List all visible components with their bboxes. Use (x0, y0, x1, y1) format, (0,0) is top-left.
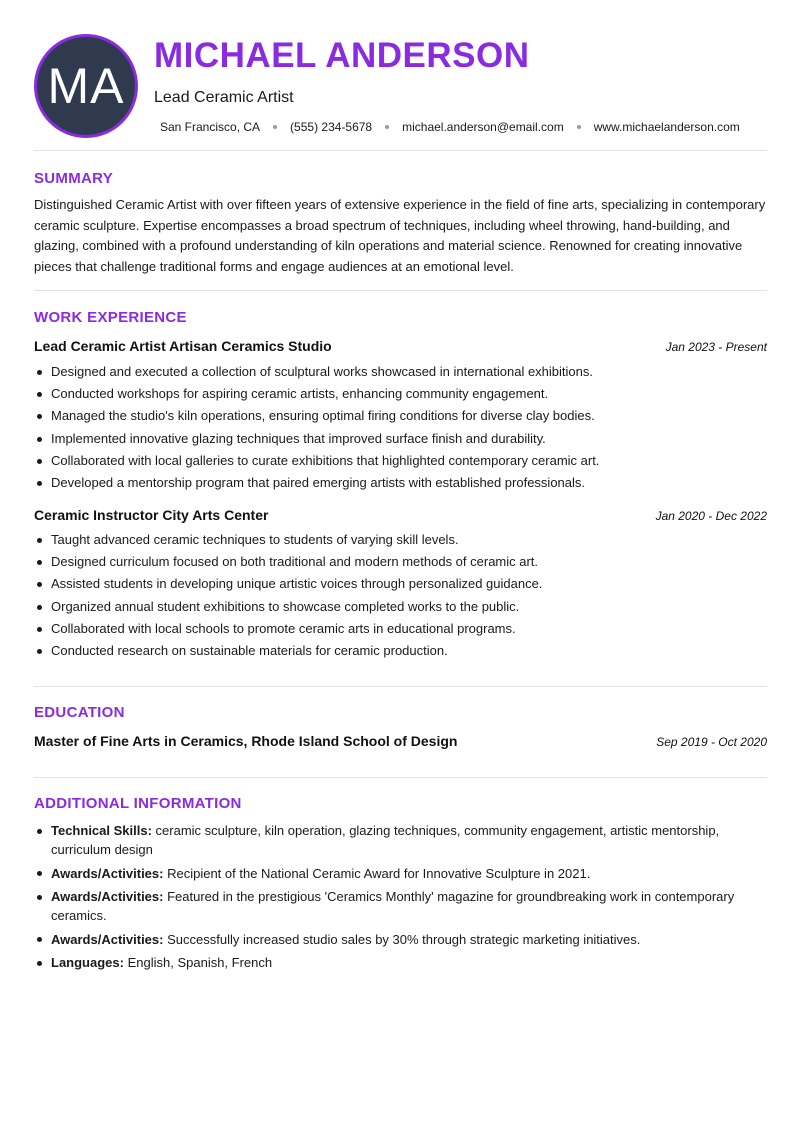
job-date: Jan 2023 - Present (665, 340, 767, 354)
section-divider (34, 290, 767, 291)
list-item: Designed curriculum focused on both traditional and modern methods of ceramic art. (34, 551, 767, 573)
list-item: Taught advanced ceramic techniques to students of varying skill levels. (34, 529, 767, 551)
item-text: Successfully increased studio sales by 30% through strategic marketing initiatives. (167, 931, 641, 947)
separator-dot-icon (385, 125, 389, 129)
item-text: ceramic sculpture, kiln operation, glazing techniques, community engagement, artistic mentorship, curriculum design (51, 823, 720, 857)
section-divider (34, 150, 767, 151)
education-heading: EDUCATION (34, 704, 125, 721)
contact-phone: (555) 234-5678 (290, 120, 373, 134)
list-item (34, 930, 767, 949)
job-header (34, 338, 767, 354)
job-bullets (34, 361, 767, 494)
list-item: Implemented innovative glazing techniques that improved surface finish and durability. (34, 428, 767, 450)
list-item (34, 887, 767, 925)
item-text: Recipient of the National Ceramic Award for Innovative Sculpture in 2021. (167, 865, 591, 881)
candidate-title: Lead Ceramic Artist (154, 89, 294, 106)
contact-location: San Francisco, CA (160, 120, 261, 134)
list-item (34, 821, 767, 859)
job-header (34, 507, 767, 523)
candidate-name: MICHAEL ANDERSON (154, 36, 530, 75)
section-divider (34, 686, 767, 687)
item-label: Languages: (51, 955, 124, 970)
section-divider (34, 777, 767, 778)
list-item: Assisted students in developing unique artistic voices through personalized guidance. (34, 573, 767, 595)
degree-title: Master of Fine Arts in Ceramics, Rhode Island School of Design (34, 733, 458, 749)
contact-bar (160, 120, 740, 134)
list-item (34, 953, 767, 972)
job-title: Ceramic Instructor City Arts Center (34, 507, 269, 523)
job-title: Lead Ceramic Artist Artisan Ceramics Studio (34, 338, 332, 354)
list-item: Conducted workshops for aspiring ceramic artists, enhancing community engagement. (34, 383, 767, 405)
experience-heading: WORK EXPERIENCE (34, 309, 187, 326)
summary-heading: SUMMARY (34, 170, 114, 187)
list-item: Collaborated with local schools to promote ceramic arts in educational programs. (34, 618, 767, 640)
additional-heading: ADDITIONAL INFORMATION (34, 795, 242, 812)
avatar-initials: MA (34, 34, 138, 138)
item-label: Awards/Activities: (51, 931, 164, 947)
list-item: Managed the studio's kiln operations, ensuring optimal firing conditions for diverse clay bodies. (34, 405, 767, 427)
job-date: Jan 2020 - Dec 2022 (655, 509, 767, 523)
job-bullets (34, 529, 767, 662)
item-label: Awards/Activities: (51, 865, 164, 881)
item-text: Featured in the prestigious 'Ceramics Monthly' magazine for groundbreaking work in contemporary ceramics. (51, 889, 735, 923)
education-entry (34, 733, 767, 749)
list-item: Collaborated with local galleries to curate exhibitions that highlighted contemporary ceramic art. (34, 450, 767, 472)
list-item: Conducted research on sustainable materials for ceramic production. (34, 640, 767, 662)
item-text: English, Spanish, French (127, 955, 273, 970)
list-item (34, 864, 767, 883)
contact-email[interactable]: michael.anderson@email.com (402, 120, 564, 134)
item-label: Technical Skills: (51, 823, 152, 838)
list-item: Developed a mentorship program that paired emerging artists with established professionals. (34, 472, 767, 494)
list-item: Organized annual student exhibitions to showcase completed works to the public. (34, 596, 767, 618)
contact-website[interactable]: www.michaelanderson.com (593, 120, 740, 134)
separator-dot-icon (577, 125, 581, 129)
additional-list (34, 821, 767, 977)
list-item: Designed and executed a collection of sculptural works showcased in international exhibitions. (34, 361, 767, 383)
degree-date: Sep 2019 - Oct 2020 (656, 735, 767, 749)
separator-dot-icon (273, 125, 277, 129)
item-label: Awards/Activities: (51, 889, 164, 904)
summary-text: Distinguished Ceramic Artist with over fifteen years of extensive experience in the field of fine arts, specializing in contemporary ceramic sculpture. Expertise encompasses a broad spectrum of techniques, including wheel throwing, hand-building, and glazing, combined with a profound understanding of kiln operations and material science. Renowned for creating innovative pieces that challenge traditional forms and engage audiences at an emotional level. (34, 197, 766, 274)
